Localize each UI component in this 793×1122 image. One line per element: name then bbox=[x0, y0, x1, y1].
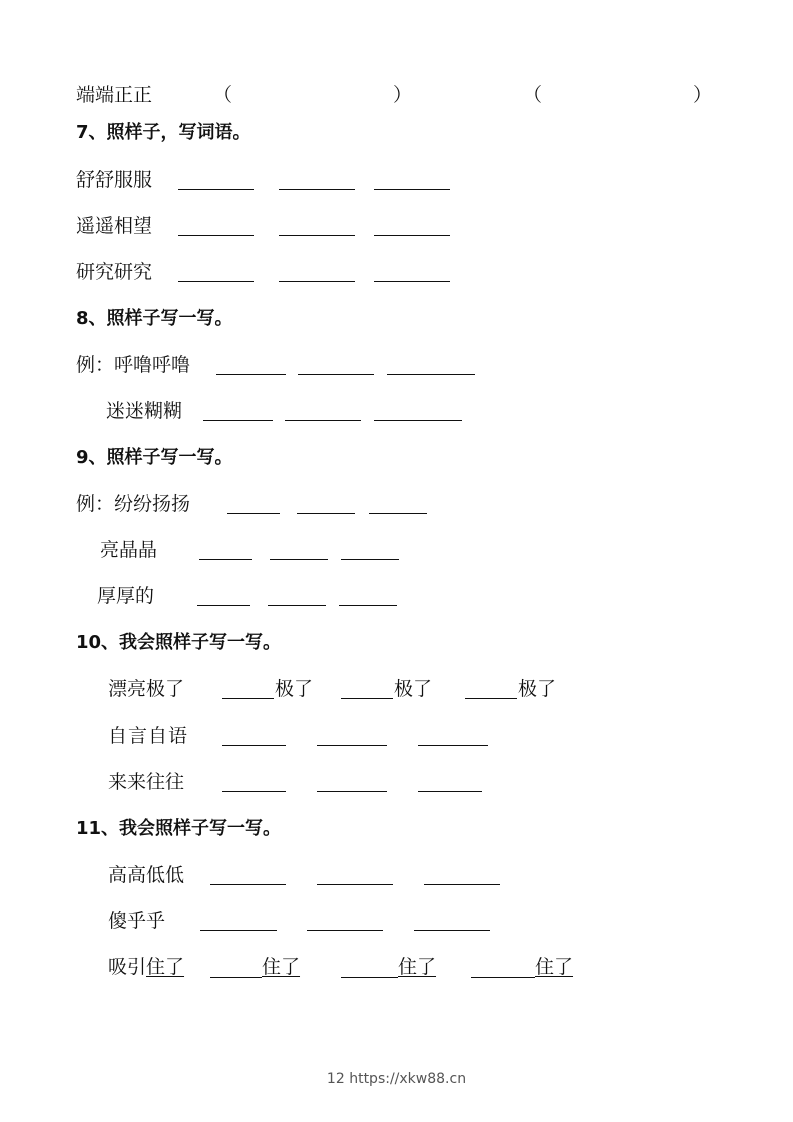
q9-word-2: 亮晶晶 bbox=[100, 539, 158, 561]
word-duanduanzhengzheng: 端端正正 bbox=[76, 84, 153, 106]
q7-row3-blank-1[interactable] bbox=[178, 281, 254, 282]
q9-row1-blank-2[interactable] bbox=[297, 513, 355, 514]
q10-title: 10、我会照样子写一写。 bbox=[76, 632, 282, 653]
q8-row1-blank-3[interactable] bbox=[387, 374, 475, 375]
q11-row1-blank-1[interactable] bbox=[210, 884, 286, 885]
q10-row1-blank-1[interactable] bbox=[222, 698, 274, 699]
q11-word-3 bbox=[108, 955, 184, 979]
q9-row2-blank-2[interactable] bbox=[270, 559, 328, 560]
q7-row3-blank-3[interactable] bbox=[374, 281, 450, 282]
q9-word-3: 厚厚的 bbox=[97, 585, 155, 607]
q11-row3-suffix-2: 住了 bbox=[398, 956, 437, 978]
q8-example-word: 呼噜呼噜 bbox=[114, 354, 191, 376]
q9-title: 9、照样子写一写。 bbox=[76, 447, 233, 468]
q9-example-prefix: 例： bbox=[76, 493, 115, 515]
q11-row2-blank-1[interactable] bbox=[200, 930, 277, 931]
q9-row2-blank-3[interactable] bbox=[341, 559, 399, 560]
q10-row3-blank-3[interactable] bbox=[418, 791, 482, 792]
page-footer bbox=[0, 1071, 793, 1087]
q11-word-1: 高高低低 bbox=[108, 864, 185, 886]
q7-row3-blank-2[interactable] bbox=[279, 281, 355, 282]
q11-word-3-suffix: 住了 bbox=[146, 956, 185, 978]
q11-word-2: 傻乎乎 bbox=[108, 910, 166, 932]
q11-row3-blank-1[interactable] bbox=[210, 977, 262, 978]
q11-row3-suffix-1: 住了 bbox=[262, 956, 301, 978]
q9-row3-blank-1[interactable] bbox=[197, 605, 250, 606]
q11-row3-blank-2[interactable] bbox=[341, 977, 398, 978]
footer-site[interactable]: https://xkw88.cn bbox=[349, 1071, 467, 1087]
page-number: 12 bbox=[326, 1071, 345, 1087]
q10-row2-blank-1[interactable] bbox=[222, 745, 286, 746]
q10-row3-blank-1[interactable] bbox=[222, 791, 286, 792]
q10-word-3: 来来往往 bbox=[108, 771, 185, 793]
q7-word-3: 研究研究 bbox=[76, 261, 153, 283]
q9-example-word: 纷纷扬扬 bbox=[114, 493, 191, 515]
q7-row1-blank-3[interactable] bbox=[374, 189, 450, 190]
q10-suffix-2: 极了 bbox=[394, 678, 433, 700]
q11-row2-blank-2[interactable] bbox=[307, 930, 383, 931]
q8-row1-blank-1[interactable] bbox=[216, 374, 286, 375]
q8-example bbox=[76, 353, 190, 377]
q11-row3-blank-3[interactable] bbox=[471, 977, 535, 978]
q10-suffix-1: 极了 bbox=[275, 678, 314, 700]
q10-word-2: 自言自语 bbox=[108, 725, 189, 747]
q11-row3-suffix-3: 住了 bbox=[535, 956, 574, 978]
q8-title: 8、照样子写一写。 bbox=[76, 308, 233, 329]
q9-row1-blank-3[interactable] bbox=[369, 513, 427, 514]
q8-row2-blank-1[interactable] bbox=[203, 420, 273, 421]
q9-row3-blank-2[interactable] bbox=[268, 605, 326, 606]
q10-row2-blank-2[interactable] bbox=[317, 745, 387, 746]
q7-row1-blank-2[interactable] bbox=[279, 189, 355, 190]
q10-row2-blank-3[interactable] bbox=[418, 745, 488, 746]
q10-suffix-3: 极了 bbox=[518, 678, 557, 700]
q10-row1-blank-2[interactable] bbox=[341, 698, 393, 699]
q10-word-1: 漂亮极了 bbox=[108, 678, 185, 700]
q7-row2-blank-1[interactable] bbox=[178, 235, 254, 236]
q11-word-3-prefix: 吸引 bbox=[108, 956, 147, 978]
q9-row1-blank-1[interactable] bbox=[227, 513, 280, 514]
q9-row2-blank-1[interactable] bbox=[199, 559, 252, 560]
q9-example bbox=[76, 492, 190, 516]
q7-word-2: 遥遥相望 bbox=[76, 215, 153, 237]
q7-row1-blank-1[interactable] bbox=[178, 189, 254, 190]
q8-row2-blank-3[interactable] bbox=[374, 420, 462, 421]
q11-row2-blank-3[interactable] bbox=[414, 930, 490, 931]
paren-close-1: ） bbox=[393, 84, 413, 106]
q11-row1-blank-2[interactable] bbox=[317, 884, 393, 885]
q11-row1-blank-3[interactable] bbox=[424, 884, 500, 885]
q10-row1-blank-3[interactable] bbox=[465, 698, 517, 699]
q9-row3-blank-3[interactable] bbox=[339, 605, 397, 606]
q7-title: 7、照样子，写词语。 bbox=[76, 122, 251, 143]
q11-title: 11、我会照样子写一写。 bbox=[76, 818, 282, 839]
q8-word-2: 迷迷糊糊 bbox=[106, 400, 183, 422]
q8-row1-blank-2[interactable] bbox=[298, 374, 374, 375]
q7-row2-blank-2[interactable] bbox=[279, 235, 355, 236]
q7-row2-blank-3[interactable] bbox=[374, 235, 450, 236]
paren-open-1: （ bbox=[213, 84, 233, 106]
q10-row3-blank-2[interactable] bbox=[317, 791, 387, 792]
q8-row2-blank-2[interactable] bbox=[285, 420, 361, 421]
q8-example-prefix: 例： bbox=[76, 354, 115, 376]
paren-open-2: （ bbox=[523, 84, 543, 106]
paren-close-2: ） bbox=[693, 84, 713, 106]
q7-word-1: 舒舒服服 bbox=[76, 169, 153, 191]
